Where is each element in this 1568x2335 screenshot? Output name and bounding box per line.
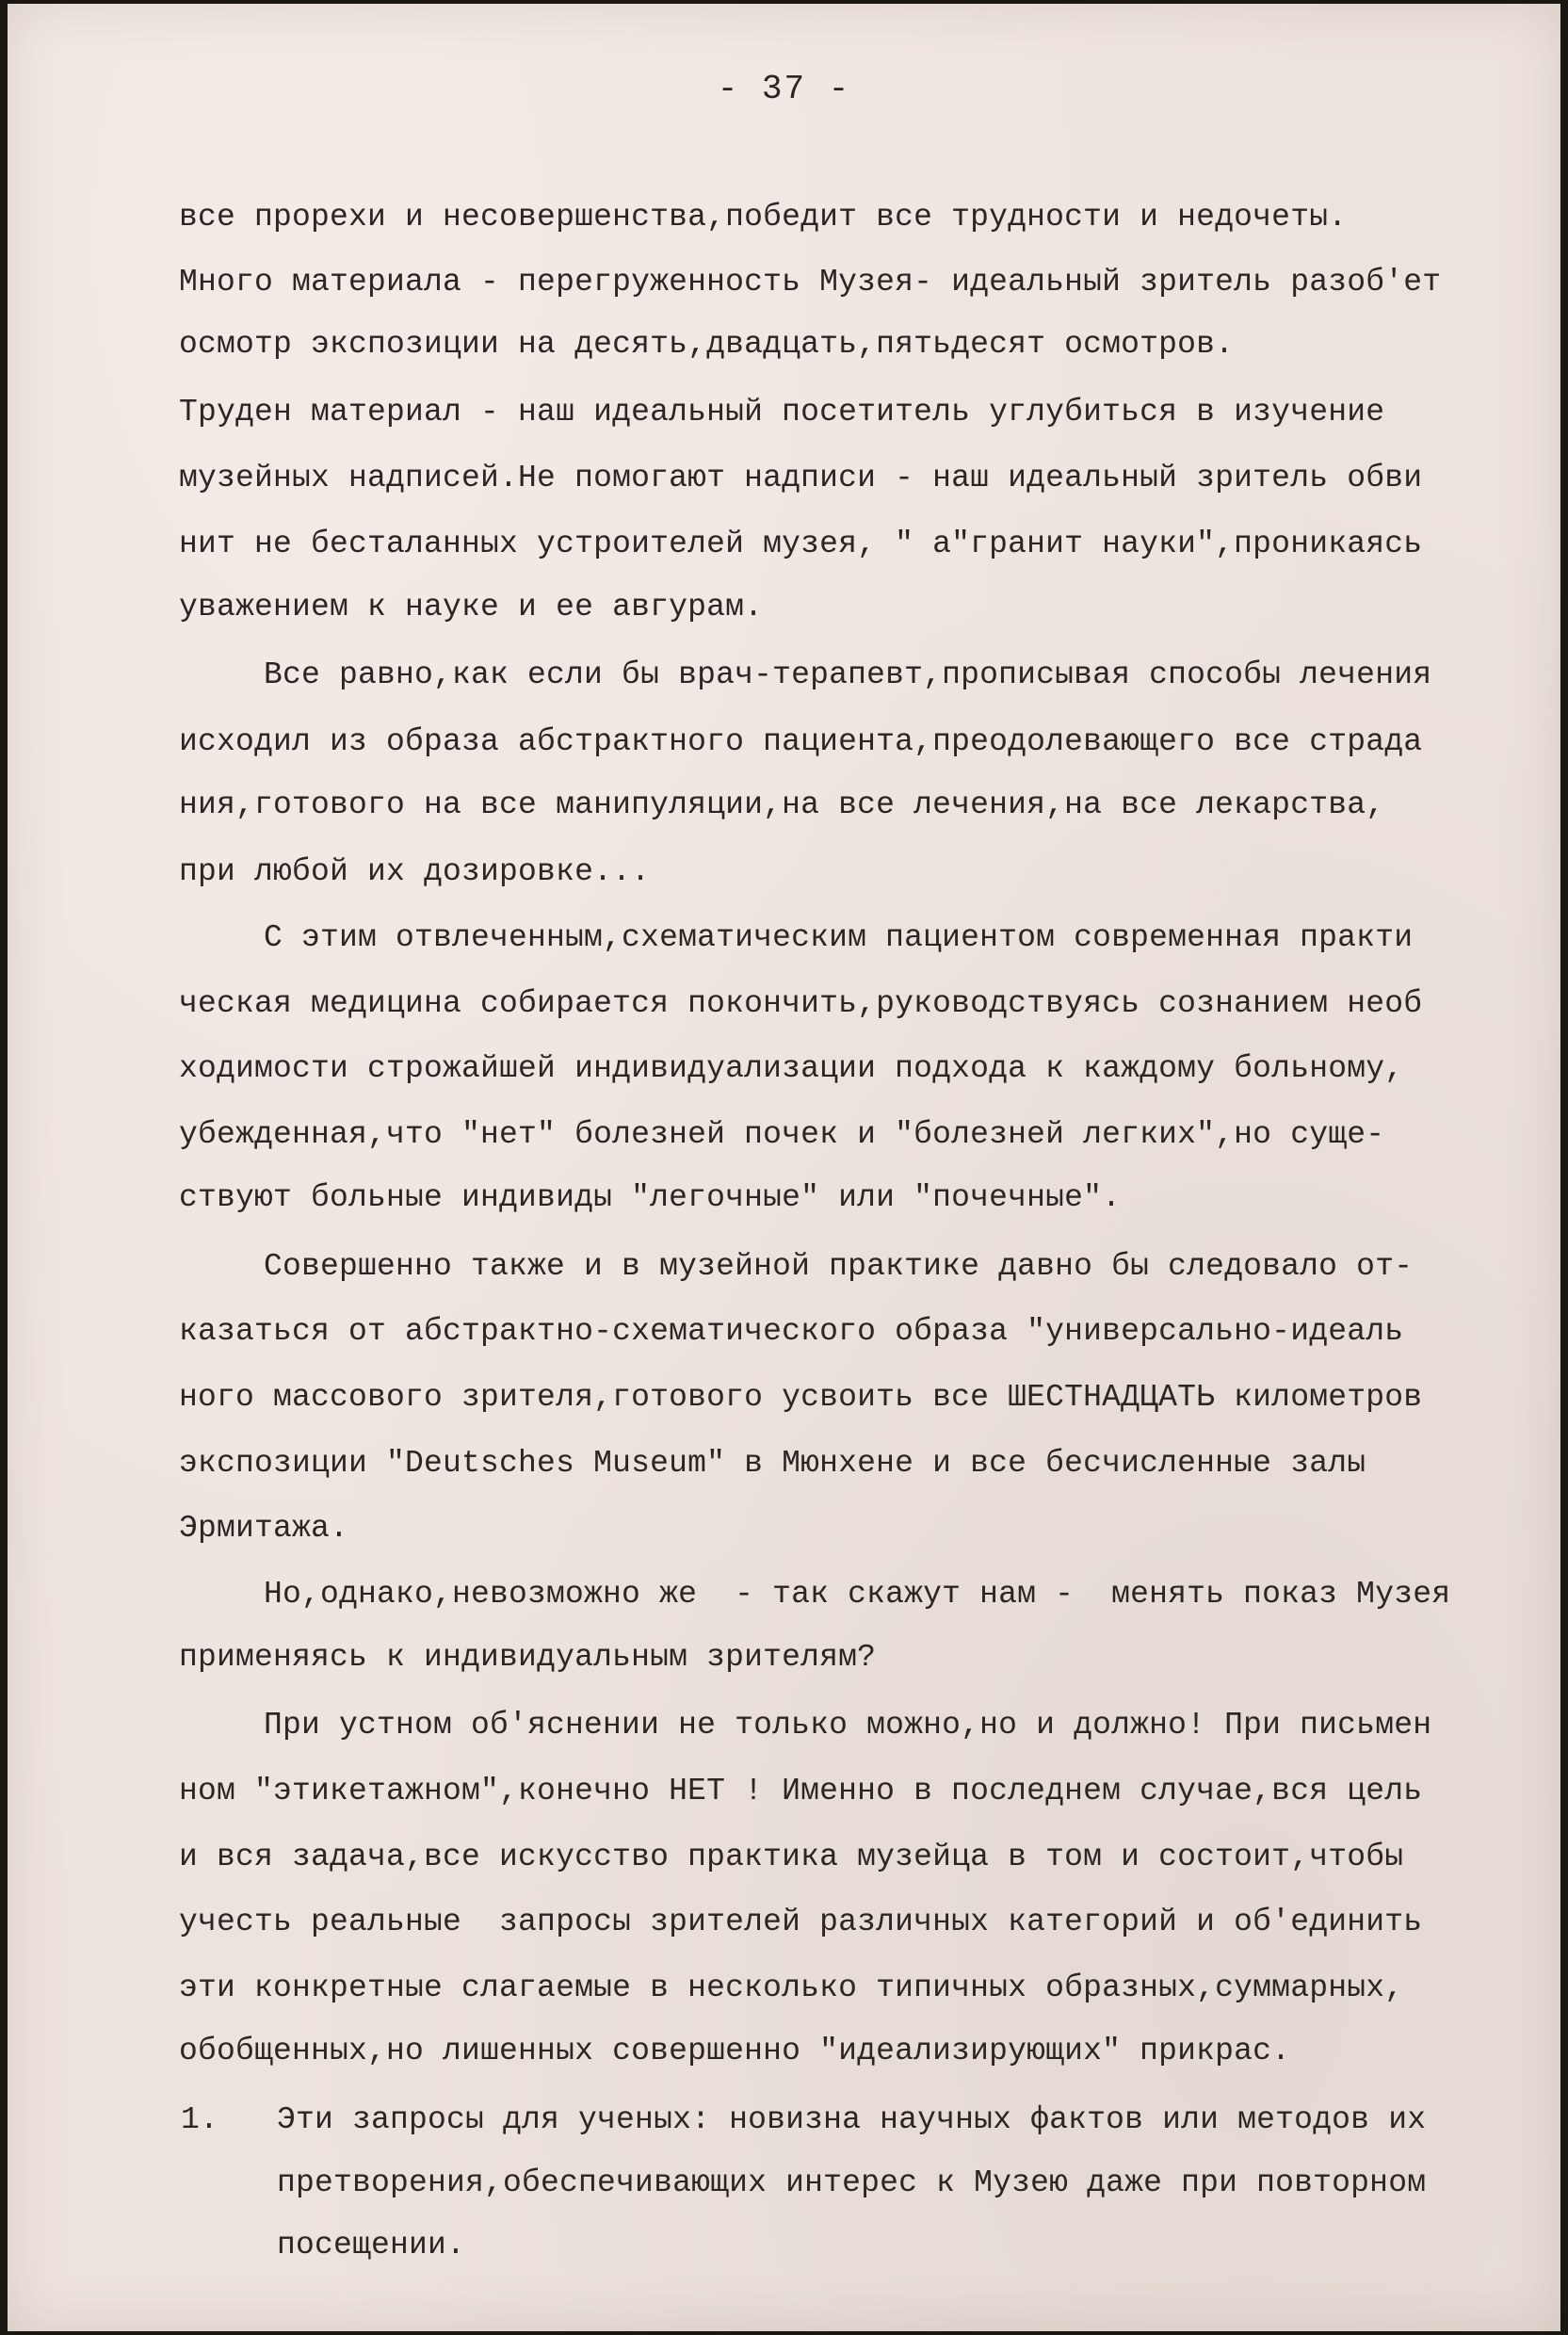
- text-line: казаться от абстрактно-схематического образа "универсально-идеаль: [179, 1314, 1404, 1349]
- text-line: экспозиции "Deutsches Museum" в Мюнхене и все бесчисленные залы: [179, 1446, 1366, 1481]
- text-line: применяясь к индивидуальным зрителям?: [179, 1640, 877, 1675]
- text-line: при любой их дозировке...: [179, 854, 651, 889]
- list-item-line: претворения,обеспечивающих интерес к Музею даже при повторном: [277, 2165, 1427, 2200]
- text-line: ном "этикетажном",конечно НЕТ ! Именно в последнем случае,вся цель: [179, 1774, 1423, 1808]
- typewritten-text: [8, 4, 1560, 2331]
- text-line: эти конкретные слагаемые в несколько типичных образных,суммарных,: [179, 1970, 1404, 2005]
- text-line: ствуют больные индивиды "легочные" или "почечные".: [179, 1180, 1122, 1215]
- paragraph-start: При устном об'яснении не только можно,но и должно! При письмен: [264, 1708, 1432, 1743]
- text-line: все прорехи и несовершенства,победит все трудности и недочеты.: [179, 200, 1348, 235]
- text-line: ного массового зрителя,готового усвоить все ШЕСТНАДЦАТЬ километров: [179, 1380, 1423, 1415]
- paragraph-start: Совершенно также и в музейной практике давно бы следовало от-: [264, 1249, 1414, 1284]
- text-line: осмотр экспозиции на десять,двадцать,пятьдесят осмотров.: [179, 327, 1235, 362]
- text-line: обобщенных,но лишенных совершенно "идеализирующих" прикрас.: [179, 2034, 1291, 2068]
- text-line: учесть реальные запросы зрителей различных категорий и об'единить: [179, 1905, 1423, 1939]
- document-page: [8, 4, 1560, 2331]
- text-line: ходимости строжайшей индивидуализации подхода к каждому больному,: [179, 1051, 1404, 1086]
- text-line: ческая медицина собирается покончить,руководствуясь сознанием необ: [179, 986, 1423, 1021]
- list-marker: 1.: [181, 2102, 219, 2137]
- page-number: - 37 -: [717, 70, 851, 108]
- text-line: нит не бесталанных устроителей музея, " а"гранит науки",проникаясь: [179, 527, 1423, 561]
- text-line: исходил из образа абстрактного пациента,преодолевающего все страда: [179, 724, 1423, 759]
- paragraph-start: Но,однако,невозможно же - так скажут нам - менять показ Музея: [264, 1577, 1451, 1612]
- text-line: Много материала - перегруженность Музея- идеальный зритель разоб'ет: [179, 265, 1442, 300]
- list-item-line: посещении.: [277, 2228, 466, 2262]
- text-line: уважением к науке и ее авгурам.: [179, 590, 764, 624]
- text-line: ния,готового на все манипуляции,на все лечения,на все лекарства,: [179, 787, 1385, 822]
- text-line: и вся задача,все искусство практика музейца в том и состоит,чтобы: [179, 1840, 1404, 1874]
- text-line: Труден материал - наш идеальный посетитель углубиться в изучение: [179, 395, 1385, 430]
- text-line: убежденная,что "нет" болезней почек и "болезней легких",но суще-: [179, 1117, 1385, 1152]
- text-line: Эрмитажа.: [179, 1511, 349, 1546]
- text-line: музейных надписей.Не помогают надписи - наш идеальный зритель обви: [179, 461, 1423, 495]
- list-item-line: Эти запросы для ученых: новизна научных фактов или методов их: [277, 2102, 1427, 2137]
- paragraph-start: Все равно,как если бы врач-терапевт,прописывая способы лечения: [264, 657, 1432, 692]
- paragraph-start: С этим отвлеченным,схематическим пациентом современная практи: [264, 920, 1414, 955]
